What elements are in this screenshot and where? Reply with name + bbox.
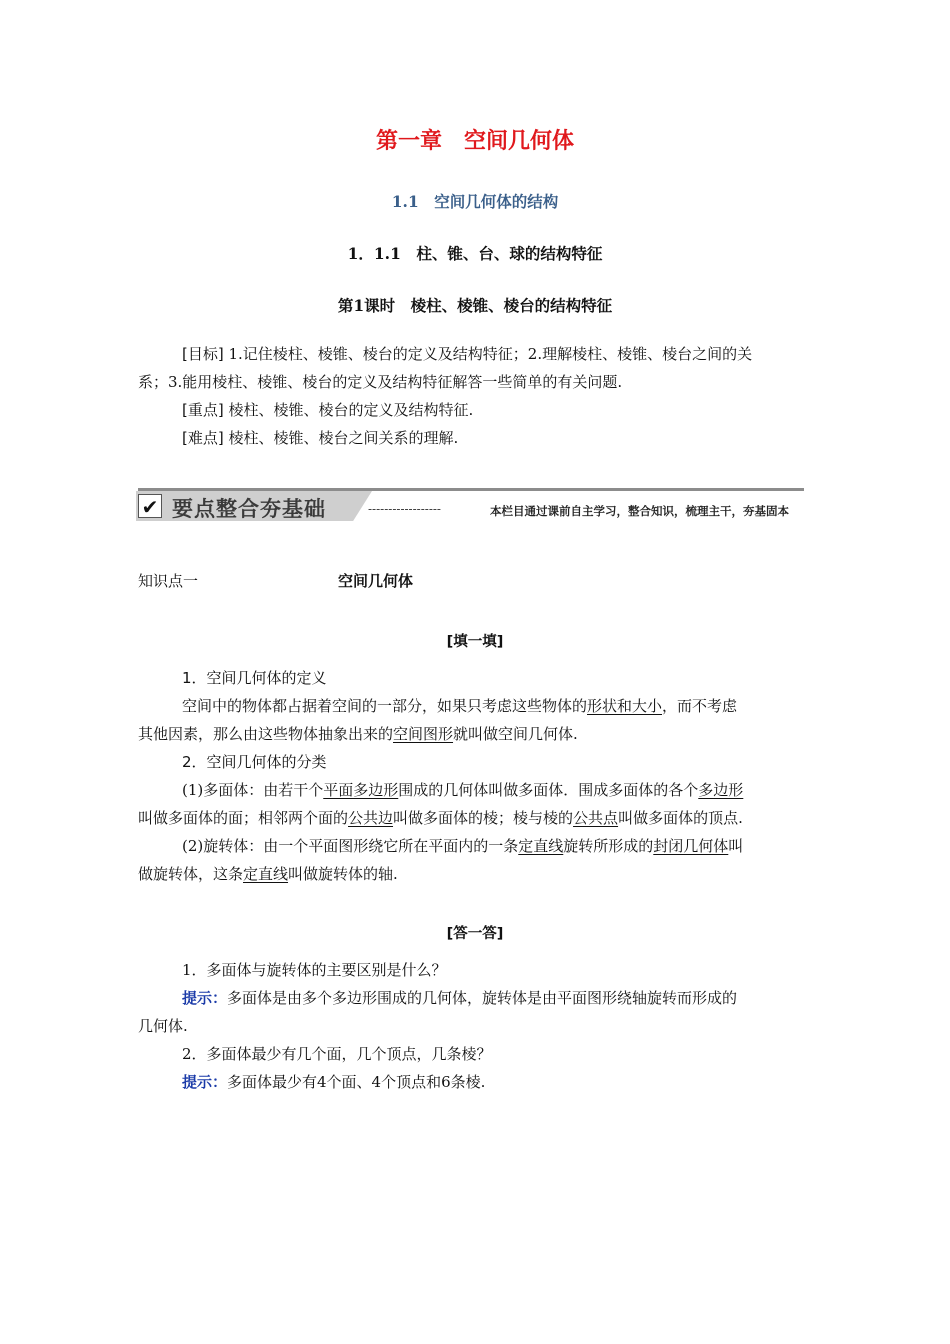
question-1: 1．多面体与旋转体的主要区别是什么？ bbox=[182, 961, 447, 979]
item1-line2 bbox=[138, 720, 814, 748]
blank-closed-solid: 封闭几何体 bbox=[653, 837, 729, 855]
poly-text-e: 叫做多面体的顶点. bbox=[618, 809, 743, 827]
difficult-line bbox=[138, 424, 814, 452]
target-line-1 bbox=[138, 340, 814, 368]
poly-text-a: (1)多面体：由若干个 bbox=[182, 781, 324, 799]
chapter-title: 第一章 空间几何体 bbox=[375, 128, 574, 154]
checkmark-icon: ✔ bbox=[138, 494, 162, 518]
target-label: [目标] bbox=[182, 345, 224, 363]
rotation-line2 bbox=[138, 860, 814, 888]
answer-heading: [答一答] bbox=[446, 926, 504, 942]
knowledge-title: 空间几何体 bbox=[338, 572, 414, 590]
banner-title: 要点整合夯基础 bbox=[172, 497, 326, 521]
key-label: [重点] bbox=[182, 401, 224, 419]
rot-text-e: 叫做旋转体的轴. bbox=[288, 865, 398, 883]
difficult-label: [难点] bbox=[182, 429, 224, 447]
blank-fixed-line: 定直线 bbox=[518, 837, 564, 855]
answer-1-line2: 几何体. bbox=[138, 1017, 188, 1035]
item1-text-a: 空间中的物体都占据着空间的一部分，如果只考虑这些物体的 bbox=[182, 697, 588, 715]
banner-dashes: ------------------ bbox=[368, 502, 441, 516]
answer-1-line1 bbox=[138, 984, 814, 1012]
item1-text-b: ，而不考虑 bbox=[662, 697, 738, 715]
key-line bbox=[138, 396, 814, 424]
poly-text-c: 叫做多面体的面；相邻两个面的 bbox=[138, 809, 349, 827]
rot-text-c: 叫 bbox=[728, 837, 744, 855]
lesson-title: 第1课时 棱柱、棱锥、棱台的结构特征 bbox=[337, 296, 613, 315]
fill-block bbox=[138, 664, 814, 888]
blank-common-edge: 公共边 bbox=[348, 809, 394, 827]
item2-title: 2．空间几何体的分类 bbox=[182, 753, 327, 771]
rot-text-b: 旋转所形成的 bbox=[563, 837, 654, 855]
target-line-2: 系；3.能用棱柱、棱锥、棱台的定义及结构特征解答一些简单的有关问题. bbox=[138, 373, 623, 391]
poly-text-d: 叫做多面体的棱；棱与棱的 bbox=[393, 809, 574, 827]
item1-line1 bbox=[138, 692, 814, 720]
fill-heading: [填一填] bbox=[446, 634, 504, 650]
section-title: 1.1 空间几何体的结构 bbox=[391, 192, 559, 211]
blank-common-point: 公共点 bbox=[573, 809, 619, 827]
item1-text-c: 其他因素，那么由这些物体抽象出来的 bbox=[138, 725, 394, 743]
item1-text-d: 就叫做空间几何体. bbox=[453, 725, 578, 743]
difficult-text: 棱柱、棱锥、棱台之间关系的理解. bbox=[223, 429, 459, 447]
answer-1-text: 多面体是由多个多边形围成的几何体，旋转体是由平面图形绕轴旋转而形成的 bbox=[227, 989, 738, 1007]
banner-divider bbox=[138, 488, 804, 491]
rotation-line1 bbox=[138, 832, 814, 860]
poly-text-b: 围成的几何体叫做多面体．围成多面体的各个 bbox=[398, 781, 699, 799]
blank-polygon: 多边形 bbox=[698, 781, 744, 799]
blank-plane-polygon: 平面多边形 bbox=[323, 781, 399, 799]
polyhedron-line2 bbox=[138, 804, 814, 832]
banner-note: 本栏目通过课前自主学习，整合知识，梳理主干，夯基固本 bbox=[490, 504, 789, 518]
polyhedron-line1 bbox=[138, 776, 814, 804]
blank-axis-line: 定直线 bbox=[243, 865, 289, 883]
question-2: 2．多面体最少有几个面，几个顶点，几条棱？ bbox=[182, 1045, 492, 1063]
blank-spatial-figure: 空间图形 bbox=[393, 725, 454, 743]
hint-label-2: 提示： bbox=[182, 1073, 228, 1091]
answer-2-text: 多面体最少有4个面、4个顶点和6条棱. bbox=[227, 1073, 486, 1091]
goals-block bbox=[138, 340, 814, 452]
target-text-1: 1.记住棱柱、棱锥、棱台的定义及结构特征；2.理解棱柱、棱锥、棱台之间的关 bbox=[223, 345, 753, 363]
key-text: 棱柱、棱锥、棱台的定义及结构特征. bbox=[223, 401, 474, 419]
answer-block bbox=[138, 956, 814, 1096]
rot-text-a: (2)旋转体：由一个平面图形绕它所在平面内的一条 bbox=[182, 837, 519, 855]
subsection-title: 1．1.1 柱、锥、台、球的结构特征 bbox=[347, 244, 603, 263]
item1-title: 1．空间几何体的定义 bbox=[182, 669, 327, 687]
blank-shape-size: 形状和大小 bbox=[587, 697, 663, 715]
hint-label-1: 提示： bbox=[182, 989, 228, 1007]
rot-text-d: 做旋转体，这条 bbox=[138, 865, 244, 883]
answer-2-line bbox=[138, 1068, 814, 1096]
knowledge-label: 知识点一 bbox=[138, 572, 199, 590]
